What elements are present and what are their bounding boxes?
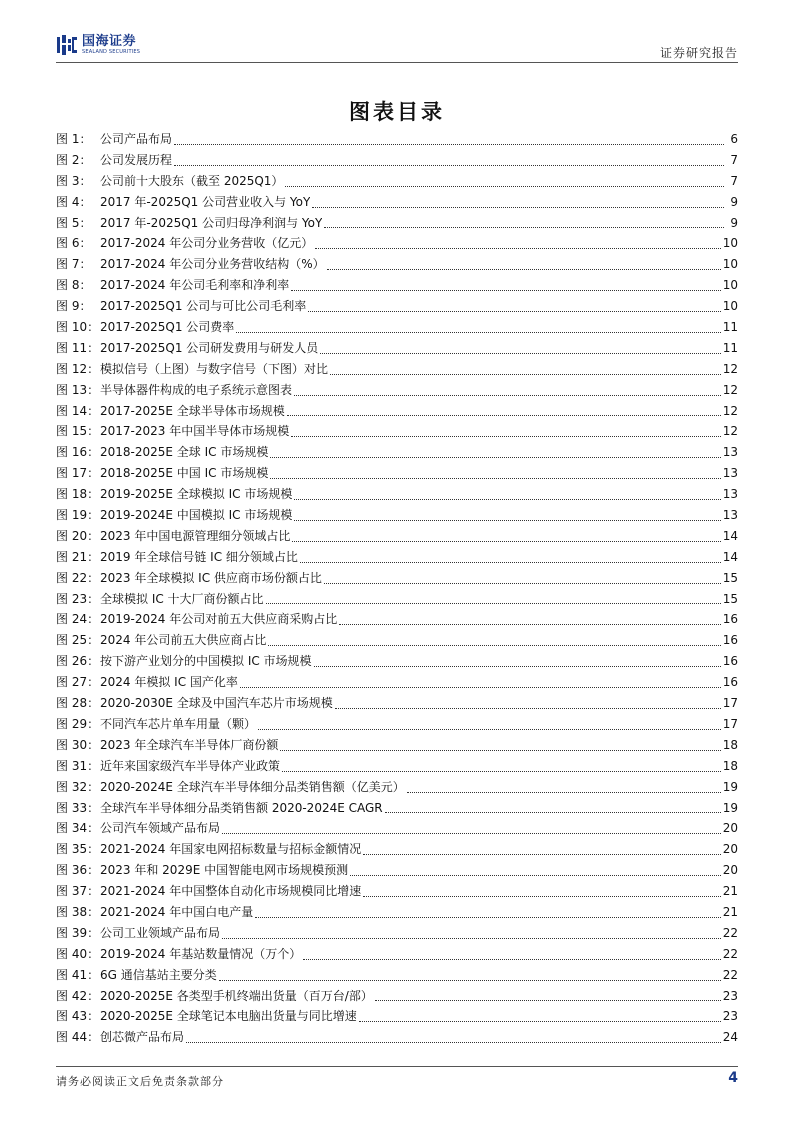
- toc-dot-leader: [312, 206, 724, 208]
- toc-dot-leader: [294, 394, 721, 396]
- toc-entry-number: 图 26：: [56, 654, 100, 669]
- toc-entry[interactable]: [56, 443, 738, 464]
- toc-dot-leader: [359, 1020, 721, 1022]
- toc-entry-page: 11: [722, 340, 738, 355]
- toc-entry[interactable]: [56, 276, 738, 297]
- toc-entry-title: 2020-2025E 各类型手机终端出货量（百万台/部）: [100, 988, 373, 1003]
- toc-entry[interactable]: [56, 569, 738, 590]
- toc-entry[interactable]: [56, 673, 738, 694]
- toc-entry-number: 图 34：: [56, 821, 100, 836]
- toc-entry[interactable]: [56, 778, 738, 799]
- toc-entry-page: 13: [722, 487, 738, 502]
- toc-dot-leader: [285, 185, 724, 187]
- toc-entry-title: 公司前十大股东（截至 2025Q1）: [100, 173, 284, 188]
- figure-index-list: [56, 130, 738, 1049]
- toc-entry-number: 图 16：: [56, 445, 100, 460]
- toc-entry-page: 23: [722, 988, 738, 1003]
- toc-entry-number: 图 35：: [56, 842, 100, 857]
- toc-entry-page: 10: [722, 257, 738, 272]
- toc-dot-leader: [363, 895, 720, 897]
- toc-entry-title: 模拟信号（上图）与数字信号（下图）对比: [100, 361, 329, 376]
- toc-entry-title: 2019-2025E 全球模拟 IC 市场规模: [100, 487, 293, 502]
- toc-entry-title: 2019 年全球信号链 IC 细分领域占比: [100, 549, 298, 564]
- toc-entry-number: 图 25：: [56, 633, 100, 648]
- toc-entry[interactable]: [56, 234, 738, 255]
- toc-entry-number: 图 19：: [56, 508, 100, 523]
- toc-entry[interactable]: [56, 214, 738, 235]
- toc-dot-leader: [219, 979, 721, 981]
- logo-english-name: SEALAND SECURITIES: [82, 49, 141, 55]
- toc-dot-leader: [240, 686, 721, 688]
- toc-dot-leader: [324, 226, 724, 228]
- toc-dot-leader: [291, 289, 720, 291]
- toc-entry-page: 15: [722, 591, 738, 606]
- toc-entry[interactable]: [56, 694, 738, 715]
- toc-entry-title: 公司汽车领域产品布局: [100, 821, 221, 836]
- toc-entry-number: 图 17：: [56, 466, 100, 481]
- toc-entry-number: 图 39：: [56, 925, 100, 940]
- toc-dot-leader: [291, 435, 720, 437]
- toc-entry-page: 16: [722, 633, 738, 648]
- disclaimer-text: 请务必阅读正文后免责条款部分: [56, 1075, 224, 1088]
- toc-entry[interactable]: [56, 861, 738, 882]
- toc-entry-title: 半导体器件构成的电子系统示意图表: [100, 382, 293, 397]
- toc-entry-title: 2019-2024 年公司对前五大供应商采购占比: [100, 612, 338, 627]
- toc-entry-page: 17: [722, 696, 738, 711]
- toc-dot-leader: [255, 916, 720, 918]
- toc-entry-page: 13: [722, 445, 738, 460]
- toc-entry-number: 图 15：: [56, 424, 100, 439]
- toc-entry-number: 图 8：: [56, 278, 92, 293]
- toc-dot-leader: [222, 937, 721, 939]
- toc-entry-title: 2018-2025E 全球 IC 市场规模: [100, 445, 269, 460]
- page-title: 图表目录: [349, 100, 445, 124]
- toc-entry-number: 图 28：: [56, 696, 100, 711]
- toc-entry[interactable]: [56, 1007, 738, 1028]
- toc-entry-number: 图 29：: [56, 716, 100, 731]
- toc-dot-leader: [300, 561, 721, 563]
- toc-dot-leader: [324, 582, 721, 584]
- toc-entry-page: 20: [722, 863, 738, 878]
- toc-dot-leader: [315, 247, 720, 249]
- toc-entry-page: 20: [722, 842, 738, 857]
- toc-entry-page: 6: [730, 132, 738, 146]
- toc-dot-leader: [350, 874, 721, 876]
- toc-entry[interactable]: [56, 945, 738, 966]
- toc-entry-page: 16: [722, 675, 738, 690]
- toc-entry-title: 2020-2030E 全球及中国汽车芯片市场规模: [100, 696, 333, 711]
- toc-entry[interactable]: [56, 318, 738, 339]
- toc-entry-number: 图 22：: [56, 570, 100, 585]
- toc-entry-number: 图 23：: [56, 591, 100, 606]
- toc-entry[interactable]: [56, 422, 738, 443]
- toc-entry-page: 13: [722, 466, 738, 481]
- toc-entry-number: 图 37：: [56, 884, 100, 899]
- toc-entry-page: 10: [722, 236, 738, 251]
- toc-entry-title: 2017-2024 年公司分业务营收结构（%）: [100, 257, 325, 272]
- toc-entry-page: 9: [730, 194, 738, 209]
- footer-divider: [56, 1066, 738, 1067]
- page-header: [56, 30, 738, 64]
- toc-entry-title: 2020-2025E 全球笔记本电脑出货量与同比增速: [100, 1009, 357, 1024]
- toc-entry[interactable]: [56, 151, 738, 172]
- toc-dot-leader: [268, 644, 720, 646]
- header-divider: [56, 62, 738, 63]
- toc-entry-page: 7: [730, 152, 738, 167]
- toc-entry-number: 图 2：: [56, 152, 92, 167]
- toc-entry[interactable]: [56, 193, 738, 214]
- toc-entry-title: 公司发展历程: [100, 152, 173, 167]
- toc-entry-number: 图 43：: [56, 1009, 100, 1024]
- toc-entry[interactable]: [56, 757, 738, 778]
- toc-entry-page: 19: [722, 800, 738, 815]
- toc-entry[interactable]: [56, 255, 738, 276]
- toc-entry-title: 不同汽车芯片单车用量（颗）: [100, 716, 257, 731]
- toc-entry-title: 2017-2023 年中国半导体市场规模: [100, 424, 290, 439]
- toc-dot-leader: [314, 665, 721, 667]
- toc-dot-leader: [335, 707, 721, 709]
- toc-entry[interactable]: [56, 840, 738, 861]
- toc-dot-leader: [292, 540, 720, 542]
- toc-entry[interactable]: [56, 610, 738, 631]
- toc-entry[interactable]: [56, 548, 738, 569]
- toc-entry-title: 2017-2025E 全球半导体市场规模: [100, 403, 285, 418]
- toc-entry-page: 23: [722, 1009, 738, 1024]
- toc-entry-page: 24: [722, 1030, 738, 1045]
- toc-entry-page: 14: [722, 549, 738, 564]
- toc-entry[interactable]: [56, 381, 738, 402]
- toc-entry-page: 16: [722, 654, 738, 669]
- toc-entry[interactable]: [56, 339, 738, 360]
- toc-dot-leader: [258, 728, 721, 730]
- toc-entry-title: 2020-2024E 全球汽车半导体细分品类销售额（亿美元）: [100, 779, 405, 794]
- toc-entry-number: 图 5：: [56, 215, 92, 230]
- toc-entry-title: 2021-2024 年国家电网招标数量与招标金额情况: [100, 842, 362, 857]
- toc-entry-number: 图 12：: [56, 361, 100, 376]
- toc-entry-page: 13: [722, 508, 738, 523]
- toc-entry[interactable]: [56, 527, 738, 548]
- toc-dot-leader: [339, 623, 720, 625]
- sealand-logo-icon: [56, 34, 78, 56]
- toc-entry-title: 2017 年-2025Q1 公司归母净利润与 YoY: [100, 215, 323, 230]
- toc-entry-title: 2023 年全球模拟 IC 供应商市场份额占比: [100, 570, 322, 585]
- toc-entry-number: 图 36：: [56, 863, 100, 878]
- toc-entry-title: 近年来国家级汽车半导体产业政策: [100, 758, 281, 773]
- toc-dot-leader: [280, 749, 720, 751]
- toc-entry-page: 12: [722, 382, 738, 397]
- toc-entry-title: 公司工业领域产品布局: [100, 925, 221, 940]
- toc-entry[interactable]: [56, 736, 738, 757]
- logo-chinese-name: 国海证券: [82, 34, 137, 49]
- toc-entry[interactable]: [56, 903, 738, 924]
- toc-entry[interactable]: [56, 1028, 738, 1049]
- toc-entry-number: 图 32：: [56, 779, 100, 794]
- toc-entry-title: 按下游产业划分的中国模拟 IC 市场规模: [100, 654, 312, 669]
- toc-entry[interactable]: [56, 882, 738, 903]
- company-logo: [56, 30, 140, 60]
- toc-entry[interactable]: [56, 464, 738, 485]
- toc-dot-leader: [287, 414, 721, 416]
- toc-entry-number: 图 41：: [56, 967, 100, 982]
- toc-entry-page: 10: [722, 278, 738, 293]
- toc-entry-number: 图 9：: [56, 299, 92, 314]
- toc-entry[interactable]: [56, 297, 738, 318]
- toc-dot-leader: [174, 164, 724, 166]
- toc-entry-page: 22: [722, 925, 738, 940]
- toc-entry[interactable]: [56, 987, 738, 1008]
- toc-entry-page: 21: [722, 884, 738, 899]
- toc-entry-title: 创芯微产品布局: [100, 1030, 185, 1045]
- toc-entry-page: 18: [722, 737, 738, 752]
- toc-entry-page: 15: [722, 570, 738, 585]
- toc-entry-number: 图 14：: [56, 403, 100, 418]
- toc-entry-page: 22: [722, 967, 738, 982]
- toc-entry-title: 2021-2024 年中国整体自动化市场规模同比增速: [100, 884, 362, 899]
- toc-dot-leader: [407, 791, 721, 793]
- toc-dot-leader: [385, 811, 721, 813]
- toc-entry-page: 19: [722, 779, 738, 794]
- toc-entry-page: 11: [722, 320, 738, 335]
- toc-entry-page: 16: [722, 612, 738, 627]
- toc-entry-page: 18: [722, 758, 738, 773]
- toc-entry-title: 2018-2025E 中国 IC 市场规模: [100, 466, 269, 481]
- toc-dot-leader: [303, 958, 720, 960]
- toc-dot-leader: [330, 373, 721, 375]
- toc-entry[interactable]: [56, 966, 738, 987]
- toc-entry-page: 21: [722, 904, 738, 919]
- toc-entry-number: 图 13：: [56, 382, 100, 397]
- toc-dot-leader: [320, 352, 720, 354]
- toc-entry[interactable]: [56, 130, 738, 151]
- toc-dot-leader: [174, 143, 724, 145]
- page-number: 4: [728, 1070, 738, 1086]
- toc-entry-title: 2019-2024E 中国模拟 IC 市场规模: [100, 508, 293, 523]
- toc-entry-number: 图 42：: [56, 988, 100, 1003]
- toc-entry-title: 2017-2025Q1 公司费率: [100, 320, 235, 335]
- toc-entry[interactable]: [56, 715, 738, 736]
- toc-entry-number: 图 24：: [56, 612, 100, 627]
- toc-entry-page: 12: [722, 424, 738, 439]
- toc-entry-page: 17: [722, 716, 738, 731]
- toc-dot-leader: [282, 770, 721, 772]
- toc-entry-title: 2017-2025Q1 公司与可比公司毛利率: [100, 299, 307, 314]
- toc-entry[interactable]: [56, 819, 738, 840]
- toc-entry-number: 图 4：: [56, 194, 92, 209]
- toc-entry-title: 2024 年模拟 IC 国产化率: [100, 675, 238, 690]
- report-type-label: 证券研究报告: [659, 46, 738, 60]
- toc-dot-leader: [308, 310, 720, 312]
- toc-entry-number: 图 44：: [56, 1030, 100, 1045]
- toc-entry-page: 7: [730, 173, 738, 188]
- toc-entry[interactable]: [56, 924, 738, 945]
- toc-entry-title: 2021-2024 年中国白电产量: [100, 904, 254, 919]
- toc-entry-number: 图 1：: [56, 132, 92, 146]
- toc-dot-leader: [375, 999, 721, 1001]
- toc-entry-number: 图 10：: [56, 320, 100, 335]
- toc-entry-page: 12: [722, 403, 738, 418]
- toc-entry-page: 12: [722, 361, 738, 376]
- toc-entry-title: 全球模拟 IC 十大厂商份额占比: [100, 591, 264, 606]
- toc-entry-title: 2017-2024 年公司毛利率和净利率: [100, 278, 290, 293]
- toc-entry-page: 9: [730, 215, 738, 230]
- toc-entry-title: 公司产品布局: [100, 132, 173, 146]
- toc-entry-number: 图 6：: [56, 236, 92, 251]
- toc-entry-number: 图 20：: [56, 528, 100, 543]
- toc-entry-number: 图 30：: [56, 737, 100, 752]
- toc-dot-leader: [270, 477, 720, 479]
- toc-entry-page: 14: [722, 528, 738, 543]
- toc-entry-title: 2023 年和 2029E 中国智能电网市场规模预测: [100, 863, 349, 878]
- toc-dot-leader: [327, 268, 721, 270]
- toc-dot-leader: [270, 456, 720, 458]
- toc-entry[interactable]: [56, 799, 738, 820]
- toc-entry[interactable]: [56, 652, 738, 673]
- toc-dot-leader: [186, 1041, 721, 1043]
- toc-dot-leader: [236, 331, 720, 333]
- toc-entry-number: 图 38：: [56, 904, 100, 919]
- toc-entry[interactable]: [56, 631, 738, 652]
- toc-entry-title: 6G 通信基站主要分类: [100, 967, 217, 982]
- toc-dot-leader: [363, 853, 720, 855]
- toc-entry[interactable]: [56, 360, 738, 381]
- toc-entry-title: 2023 年中国电源管理细分领域占比: [100, 528, 291, 543]
- toc-entry-number: 图 40：: [56, 946, 100, 961]
- toc-entry[interactable]: [56, 590, 738, 611]
- toc-entry-title: 2024 年公司前五大供应商占比: [100, 633, 267, 648]
- toc-dot-leader: [294, 498, 720, 500]
- toc-entry[interactable]: [56, 485, 738, 506]
- toc-entry-number: 图 18：: [56, 487, 100, 502]
- toc-entry-page: 10: [722, 299, 738, 314]
- toc-entry-number: 图 7：: [56, 257, 92, 272]
- toc-entry-title: 2017-2024 年公司分业务营收（亿元）: [100, 236, 314, 251]
- toc-entry-page: 22: [722, 946, 738, 961]
- toc-entry-title: 全球汽车半导体细分品类销售额 2020-2024E CAGR: [100, 800, 383, 815]
- toc-entry-number: 图 21：: [56, 549, 100, 564]
- toc-entry-title: 2017 年-2025Q1 公司营业收入与 YoY: [100, 194, 311, 209]
- toc-entry-page: 20: [722, 821, 738, 836]
- toc-entry[interactable]: [56, 402, 738, 423]
- toc-entry-number: 图 11：: [56, 340, 100, 355]
- toc-entry-title: 2019-2024 年基站数量情况（万个）: [100, 946, 302, 961]
- toc-entry-title: 2023 年全球汽车半导体厂商份额: [100, 737, 279, 752]
- toc-entry[interactable]: [56, 506, 738, 527]
- toc-entry[interactable]: [56, 172, 738, 193]
- toc-entry-number: 图 33：: [56, 800, 100, 815]
- toc-entry-number: 图 31：: [56, 758, 100, 773]
- toc-entry-number: 图 3：: [56, 173, 92, 188]
- toc-entry-title: 2017-2025Q1 公司研发费用与研发人员: [100, 340, 319, 355]
- toc-dot-leader: [222, 832, 721, 834]
- toc-dot-leader: [294, 519, 720, 521]
- toc-dot-leader: [266, 602, 721, 604]
- toc-entry-number: 图 27：: [56, 675, 100, 690]
